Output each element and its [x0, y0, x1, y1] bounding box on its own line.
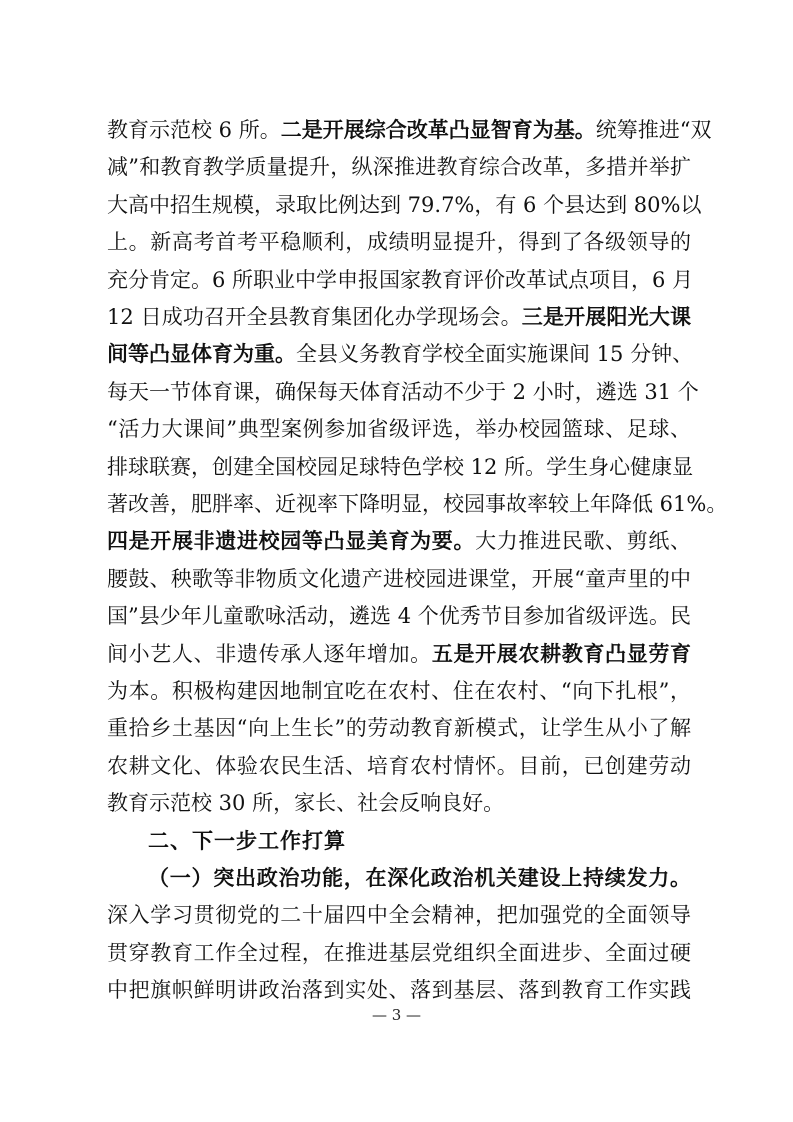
text-line-17: 重拾乡土基因“向上生长”的劳动教育新模式，让学生从小了解	[107, 716, 691, 741]
text-line-22: 深入学习贯彻党的二十届四中全会精神，把加强党的全面领导	[107, 903, 691, 928]
text-line-7	[107, 336, 694, 372]
text-line-5: 充分肯定。6 所职业中学申报国家教育评价改革试点项目，6 月	[107, 267, 694, 292]
text-segment: 统筹推进“双	[595, 118, 712, 142]
bold-lead-phrase: 四是开展非遗进校园等凸显美育为要。	[107, 529, 476, 554]
subheading: （一）突出政治功能，在深化政治机关建设上持续发力。	[148, 866, 691, 890]
text-line-12	[107, 523, 691, 559]
text-segment: 间小艺人、非遗传承人逐年增加。	[107, 641, 432, 666]
text-line-1	[107, 112, 712, 148]
text-line-6	[107, 299, 691, 335]
text-line-15	[107, 636, 691, 672]
text-line-11: 著改善，肥胖率、近视率下降明显，校园事故率较上年降低 61%。	[107, 492, 728, 516]
text-line-3: 大高中招生规模，录取比例达到 79.7%，有 6 个县达到 80%以	[107, 192, 702, 217]
text-line-2: 减”和教育教学质量提升，纵深推进教育综合改革，多措并举扩	[107, 155, 691, 180]
text-line-23: 贯穿教育工作全过程，在推进基层党组织全面进步、全面过硬	[107, 940, 691, 965]
page-number: — 3 —	[371, 1006, 422, 1024]
text-segment: 全县义务教育学校全面实施课间 15 分钟、	[296, 342, 694, 367]
text-line-9: “活力大课间”典型案例参加省级评选，举办校园篮球、足球、	[107, 417, 691, 442]
bold-lead-phrase: 二是开展综合改革凸显智育为基。	[280, 118, 596, 142]
text-line-10: 排球联赛，创建全国校园足球特色学校 12 所。学生身心健康显	[107, 454, 694, 479]
text-line-16: 为本。积极构建因地制宜吃在农村、住在农村、“向下扎根”，	[107, 679, 691, 703]
bold-lead-phrase: 间等凸显体育为重。	[107, 342, 296, 367]
text-line-24: 中把旗帜鲜明讲政治落到实处、落到基层、落到教育工作实践	[107, 978, 691, 1003]
text-line-13: 腰鼓、秧歌等非物质文化遗产进校园进课堂，开展“童声里的中	[107, 566, 691, 591]
text-line-18: 农耕文化、体验农民生活、培育农村情怀。目前，已创建劳动	[107, 753, 691, 778]
text-line-19: 教育示范校 30 所，家长、社会反响良好。	[107, 791, 505, 816]
bold-lead-phrase: 三是开展阳光大课	[521, 305, 692, 329]
section-heading: 二、下一步工作打算	[148, 828, 346, 853]
bold-lead-phrase: 五是开展农耕教育凸显劳育	[431, 641, 692, 666]
text-line-8: 每天一节体育课，确保每天体育活动不少于 2 小时，遴选 31 个	[107, 379, 699, 404]
text-line-14: 国”县少年儿童歌咏活动，遴选 4 个优秀节目参加省级评选。民	[107, 604, 691, 629]
text-segment: 12 日成功召开全县教育集团化办学现场会。	[107, 305, 522, 329]
text-line-4: 上。新高考首考平稳顺利，成绩明显提升，得到了各级领导的	[107, 230, 691, 255]
text-segment: 教育示范校 6 所。	[107, 118, 281, 142]
text-segment: 大力推进民歌、剪纸、	[475, 529, 692, 554]
